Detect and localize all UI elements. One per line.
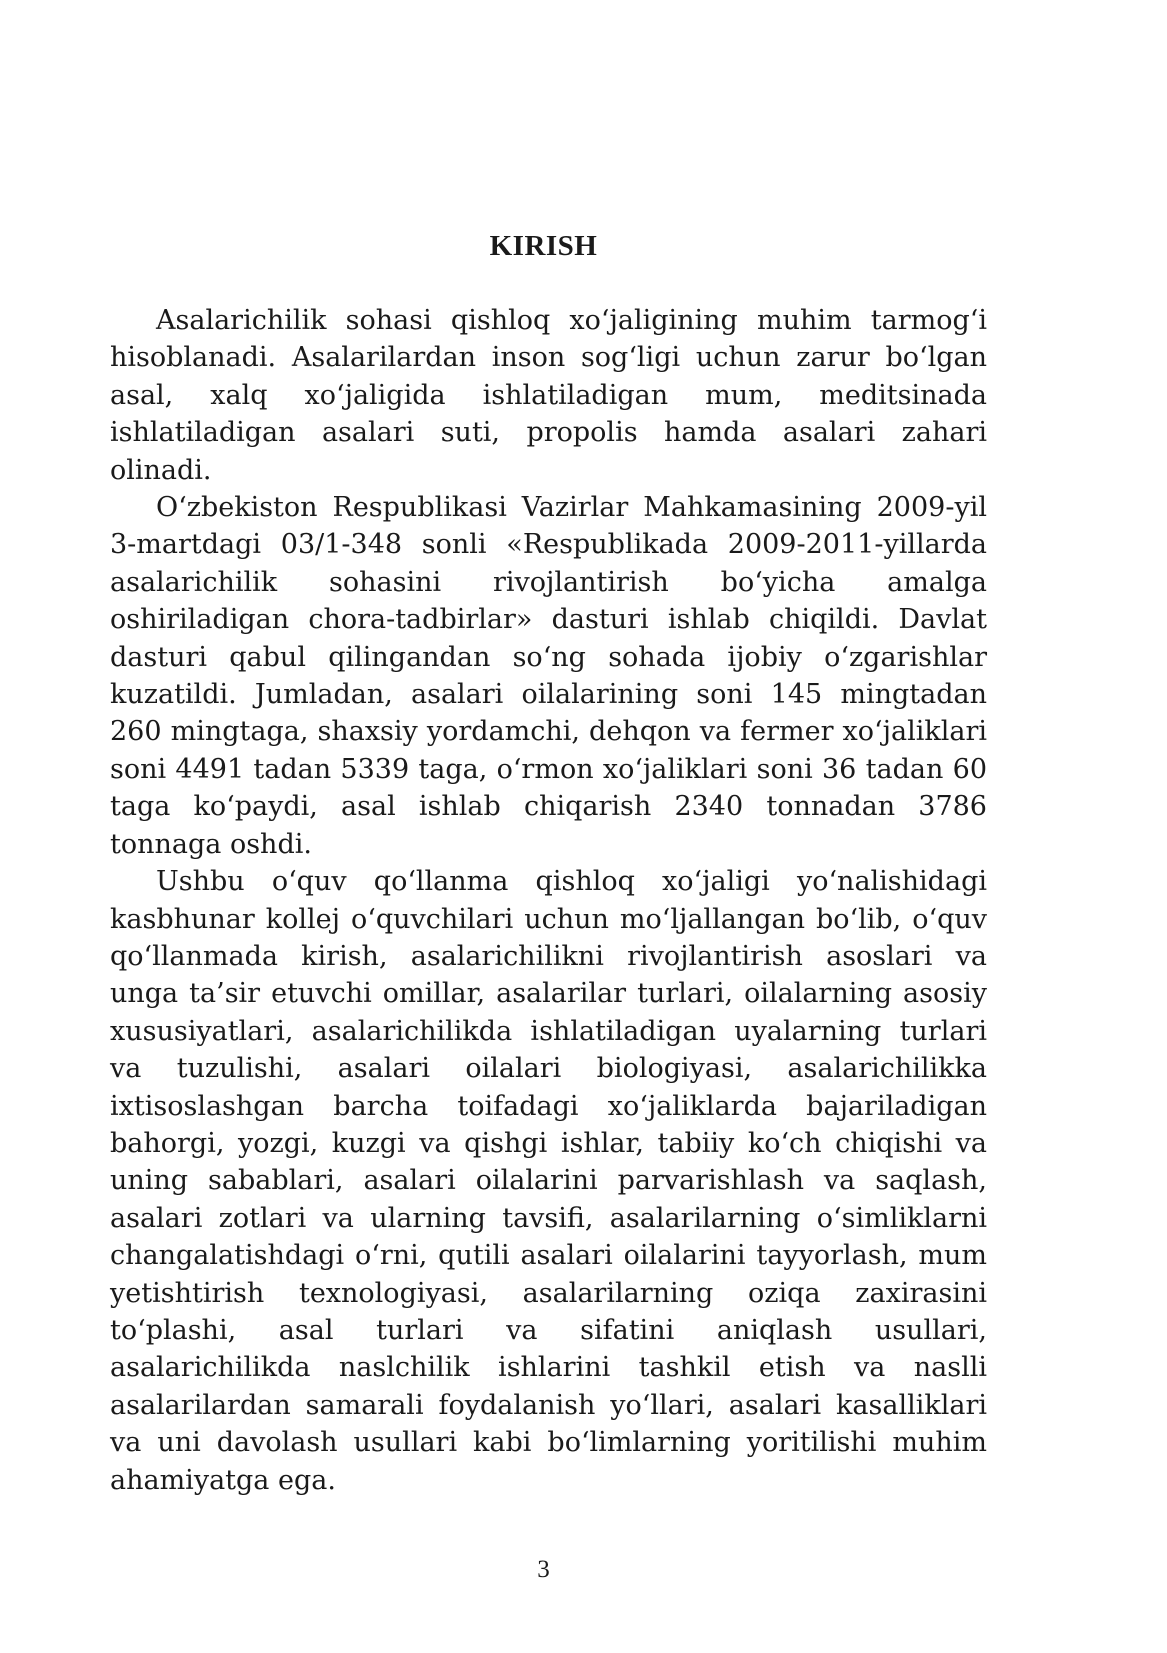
page-number: 3	[537, 1556, 550, 1583]
body-text	[110, 302, 987, 1499]
paragraph-2: O‘zbekiston Respublikasi Vazirlar Mahkamasining 2009-yil 3-martdagi 03/1-348 sonli «Respublikada 2009-2011-yillarda asalarichilik sohasini rivojlantirish bo‘yicha amalga oshiriladigan chora-tadbirlar» dasturi ishlab chiqildi. Davlat dasturi qabul qilingandan so‘ng sohada ijobiy o‘zgarishlar kuzatildi. Jumladan, asalari oilalarining soni 145 mingtadan 260 mingtaga, shaxsiy yordamchi, dehqon va fermer xo‘jaliklari soni 4491 tadan 5339 taga, o‘rmon xo‘jaliklari soni 36 tadan 60 taga ko‘paydi, asal ishlab chiqarish 2340 tonnadan 3786 tonnaga oshdi.	[110, 492, 987, 860]
paragraph-3: Ushbu o‘quv qo‘llanma qishloq xo‘jaligi yo‘nalishidagi kasbhunar kollej o‘quvchilari uchun mo‘ljallangan bo‘lib, o‘quv qo‘llanmada kirish, asalarichilikni rivojlantirish asoslari va unga ta’sir etuvchi omillar, asalarilar turlari, oilalarning asosiy xususiyatlari, asalarichilikda ishlatiladigan uyalarning turlari va tuzulishi, asalari oilalari biologiyasi, asalarichilikka ixtisoslashgan barcha toifadagi xo‘jaliklarda bajariladigan bahorgi, yozgi, kuzgi va qishgi ishlar, tabiiy ko‘ch chiqishi va uning sabablari, asalari oilalarini parvarishlash va saqlash, asalari zotlari va ularning tavsifi, asalarilarning o‘simliklarni changalatishdagi o‘rni, qutili asalari oilalarini tayyorlash, mum yetishtirish texnologiyasi, asalarilarning oziqa zaxirasini to‘plashi, asal turlari va sifatini aniqlash usullari, asalarichilikda naslchilik ishlarini tashkil etish va naslli asalarilardan samarali foydalanish yo‘llari, asalari kasalliklari va uni davolash usullari kabi bo‘limlarning yoritilishi muhim ahamiyatga ega.	[110, 866, 987, 1496]
paragraph-1: Asalarichilik sohasi qishloq xo‘jaligining muhim tarmog‘i hisoblanadi. Asalarilardan inson sog‘ligi uchun zarur bo‘lgan asal, xalq xo‘jaligida ishlatiladigan mum, meditsinada ishlatiladigan asalari suti, propolis hamda asalari zahari olinadi.	[110, 305, 987, 486]
page-title: KIRISH	[489, 230, 598, 262]
